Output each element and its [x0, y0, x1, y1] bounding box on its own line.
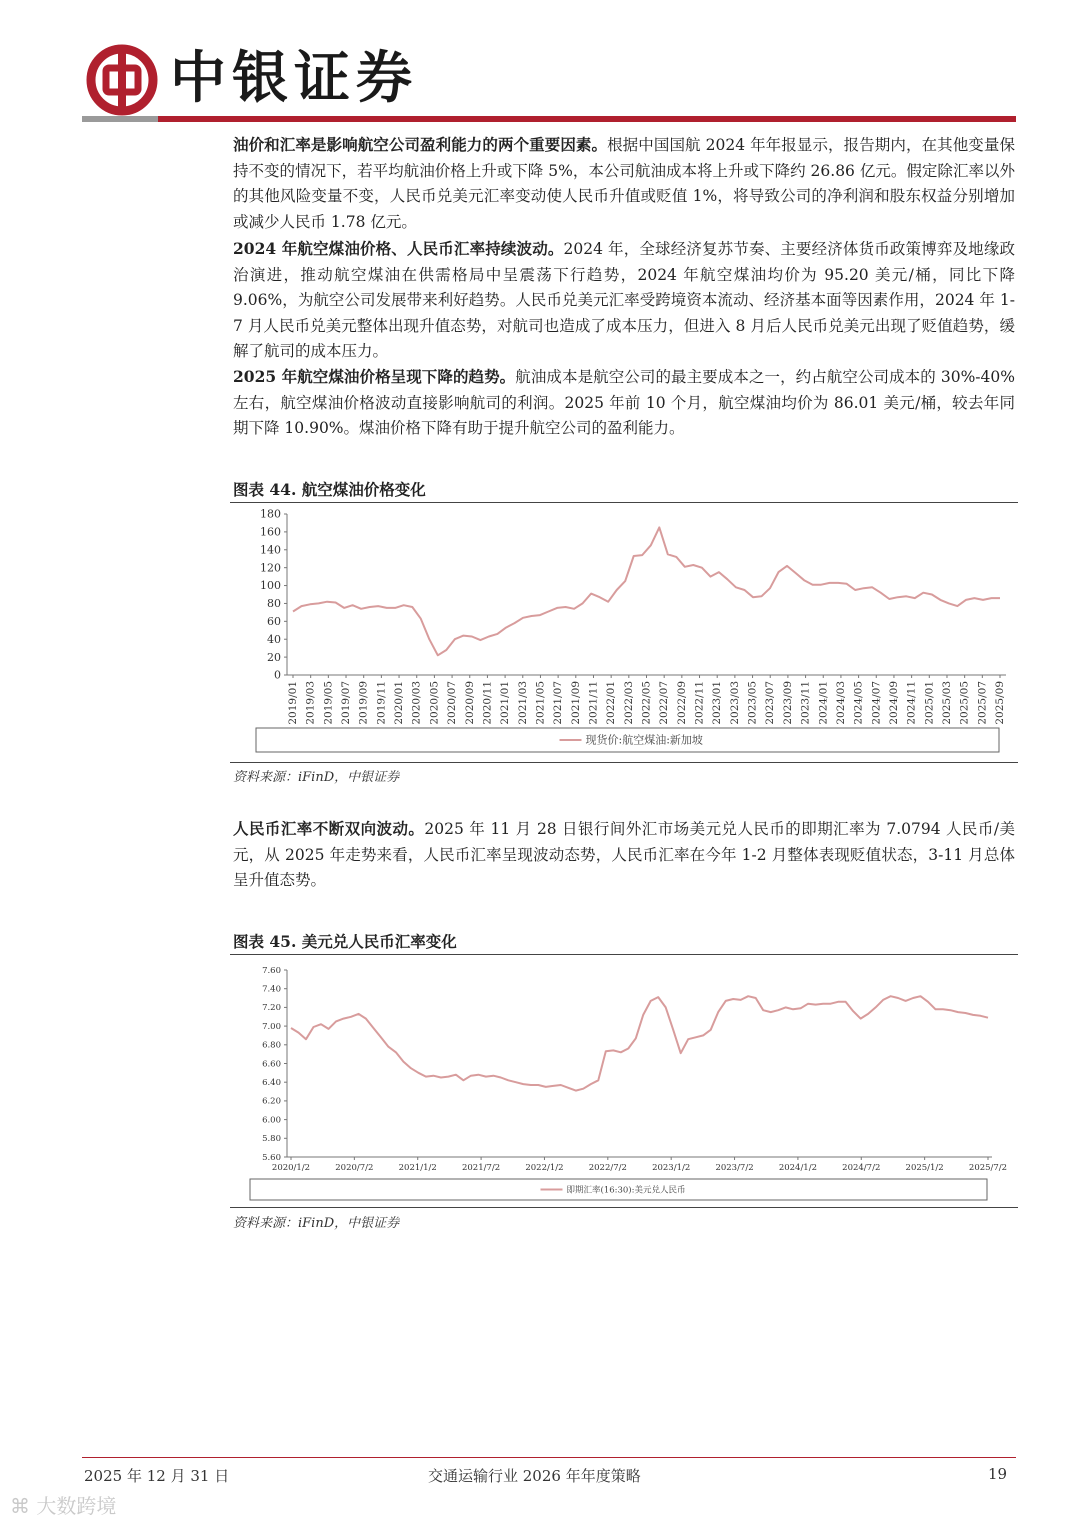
y-tick-label: 80: [267, 597, 281, 611]
x-tick-label: 2021/7/2: [461, 1163, 501, 1173]
x-tick-label: 2019/09: [357, 681, 370, 725]
x-tick-label: 2022/01: [605, 681, 618, 725]
x-tick-label: 2021/01: [499, 681, 512, 725]
x-tick-label: 2023/01: [711, 681, 724, 725]
x-tick-label: 2022/1/2: [525, 1163, 564, 1173]
figure-44-source: 资料来源：iFinD，中银证券: [233, 770, 400, 785]
x-tick-label: 2020/7/2: [335, 1163, 374, 1173]
x-tick-label: 2023/03: [728, 681, 741, 725]
paragraph-lead: 2025 年航空煤油价格呈现下降的趋势。: [233, 367, 516, 386]
x-tick-label: 2024/05: [852, 681, 865, 725]
figure-44-top-rule: [230, 502, 1018, 503]
figure-45-top-rule: [230, 954, 1018, 955]
watermark: ⌘ 大数跨境: [10, 1494, 117, 1518]
y-tick-label: 6.80: [262, 1040, 281, 1051]
y-tick-label: 40: [267, 632, 281, 646]
x-tick-label: 2019/05: [322, 681, 335, 725]
y-tick-label: 6.00: [262, 1115, 281, 1126]
x-tick-label: 2022/03: [622, 681, 635, 725]
x-tick-label: 2022/11: [693, 681, 706, 725]
y-tick-label: 6.40: [262, 1078, 281, 1089]
usd-cny-rate-chart: [230, 956, 1018, 1206]
y-tick-label: 180: [260, 507, 281, 521]
x-tick-label: 2024/11: [905, 681, 918, 725]
figure-45-bottom-rule: [230, 1207, 1018, 1208]
y-tick-label: 0: [274, 668, 281, 682]
y-tick-label: 120: [260, 561, 281, 575]
x-tick-label: 2024/03: [834, 681, 847, 725]
x-tick-label: 2022/07: [658, 681, 671, 725]
x-tick-label: 2022/7/2: [588, 1163, 627, 1173]
y-tick-label: 5.80: [262, 1134, 281, 1145]
series-line: [293, 527, 1000, 655]
x-tick-label: 2025/07: [976, 681, 989, 725]
paragraph-lead: 油价和汇率是影响航空公司盈利能力的两个重要因素。: [233, 135, 608, 154]
x-tick-label: 2023/05: [746, 681, 759, 725]
paragraph-2024-volatility: [233, 236, 1015, 365]
y-tick-label: 7.20: [262, 1003, 281, 1014]
x-tick-label: 2024/01: [817, 681, 830, 725]
figure-44-title: 图表 44. 航空煤油价格变化: [233, 480, 426, 499]
paragraph-rmb-fx: [233, 816, 1015, 894]
x-tick-label: 2021/11: [587, 681, 600, 725]
brand-name: 中银证券: [170, 45, 418, 111]
y-tick-label: 7.00: [262, 1021, 281, 1032]
paragraph-lead: 2024 年航空煤油价格、人民币汇率持续波动。: [233, 239, 564, 258]
x-tick-label: 2021/09: [569, 681, 582, 725]
x-tick-label: 2020/09: [463, 681, 476, 725]
footer-rule: [82, 1457, 1016, 1458]
x-tick-label: 2019/07: [340, 681, 353, 725]
footer-date: 2025 年 12 月 31 日: [84, 1467, 230, 1485]
paragraph-body: 2025 年 11 月 28 日银行间外汇市场美元兑人民币的即期汇率为 7.0794 人民币/美元，从 2025 年走势来看，人民币汇率呈现波动态势，人民币汇率在今年 1-2 月整体表现贬值状态，3-11 月总体呈升值态势。: [233, 820, 1015, 889]
y-tick-label: 160: [260, 525, 281, 539]
x-tick-label: 2023/1/2: [652, 1163, 691, 1173]
x-tick-label: 2023/09: [781, 681, 794, 725]
x-tick-label: 2024/1/2: [778, 1163, 818, 1173]
series-line: [291, 996, 988, 1090]
paragraph-lead: 人民币汇率不断双向波动。: [233, 819, 425, 838]
x-tick-label: 2021/03: [516, 681, 529, 725]
paragraph-body: 根据中国国航 2024 年年报显示，报告期内，在其他变量保持不变的情况下，若平均航油价格上升或下降 5%，本公司航油成本将上升或下降约 26.86 亿元。假定除汇率以外的其他风险变量不变，人民币兑美元汇率变动使人民币升值或贬值 1%，将导致公司的净利润和股东权益分别增加或减少人民币 1.78 亿元。: [233, 136, 1015, 231]
figure-44-bottom-rule: [230, 762, 1018, 763]
x-tick-label: 2021/07: [552, 681, 565, 725]
y-tick-label: 7.60: [262, 965, 281, 976]
header-rule-gray: [82, 116, 158, 122]
x-tick-label: 2021/05: [534, 681, 547, 725]
x-tick-label: 2023/07: [764, 681, 777, 725]
x-tick-label: 2019/11: [375, 681, 388, 725]
x-tick-label: 2025/7/2: [968, 1163, 1008, 1173]
y-tick-label: 60: [267, 615, 281, 628]
figure-45-title: 图表 45. 美元兑人民币汇率变化: [233, 932, 457, 951]
y-tick-label: 6.60: [262, 1059, 281, 1070]
x-tick-label: 2022/09: [675, 681, 688, 725]
x-tick-label: 2020/05: [428, 681, 441, 725]
x-tick-label: 2024/09: [887, 681, 900, 725]
y-tick-label: 140: [260, 543, 281, 557]
y-tick-label: 6.20: [262, 1096, 281, 1107]
paragraph-body: 航油成本是航空公司的最主要成本之一，约占航空公司成本的 30%-40%左右，航空煤油价格波动直接影响航司的利润。2025 年前 10 个月，航空煤油均价为 86.01 美元/桶，较去年同期下降 10.90%。煤油价格下降有助于提升航空公司的盈利能力。: [233, 368, 1015, 437]
x-tick-label: 2025/01: [923, 681, 936, 725]
x-tick-label: 2020/11: [481, 681, 494, 725]
x-tick-label: 2025/03: [940, 681, 953, 725]
legend-label: 即期汇率(16:30):美元兑人民币: [566, 1185, 686, 1196]
header-rule-red: [158, 116, 1016, 122]
paragraph-body: 2024 年，全球经济复苏节奏、主要经济体货币政策博弈及地缘政治演进，推动航空煤油在供需格局中呈震荡下行趋势，2024 年航空煤油均价为 95.20 美元/桶，同比下降 9.06%，为航空公司发展带来利好趋势。人民币兑美元汇率受跨境资本流动、经济基本面等因素作用，2024 年 1-7 月人民币兑美元整体出现升值态势，对航司也造成了成本压力，但进入 8 月后人民币兑美元出现了贬值趋势，缓解了航司的成本压力。: [233, 240, 1015, 360]
x-tick-label: 2024/7/2: [842, 1163, 881, 1173]
x-tick-label: 2024/07: [870, 681, 883, 725]
x-tick-label: 2020/01: [393, 681, 406, 725]
y-tick-label: 100: [260, 579, 281, 593]
x-tick-label: 2025/1/2: [905, 1163, 944, 1173]
x-tick-label: 2022/05: [640, 681, 653, 725]
footer-report-title: 交通运输行业 2026 年年度策略: [428, 1467, 641, 1485]
x-tick-label: 2025/05: [958, 681, 971, 725]
x-tick-label: 2020/07: [446, 681, 459, 725]
y-tick-label: 7.40: [262, 984, 281, 995]
paragraph-2025-fuel: [233, 364, 1015, 442]
page-number: 19: [988, 1465, 1008, 1483]
y-tick-label: 20: [267, 650, 281, 664]
x-tick-label: 2020/03: [410, 681, 423, 725]
x-tick-label: 2025/09: [994, 681, 1006, 725]
y-tick-label: 5.60: [262, 1152, 281, 1163]
x-tick-label: 2023/11: [799, 681, 812, 725]
legend-label: 现货价:航空煤油:新加坡: [585, 733, 703, 747]
x-tick-label: 2019/01: [287, 681, 299, 725]
jet-fuel-price-chart: [230, 504, 1018, 762]
figure-45-source: 资料来源：iFinD，中银证券: [233, 1216, 400, 1231]
x-tick-label: 2023/7/2: [715, 1163, 754, 1173]
bank-of-china-logo: [86, 44, 158, 116]
paragraph-fuel-and-fx: [233, 132, 1015, 235]
x-tick-label: 2019/03: [304, 681, 317, 725]
x-tick-label: 2020/1/2: [271, 1163, 311, 1173]
x-tick-label: 2021/1/2: [398, 1163, 437, 1173]
